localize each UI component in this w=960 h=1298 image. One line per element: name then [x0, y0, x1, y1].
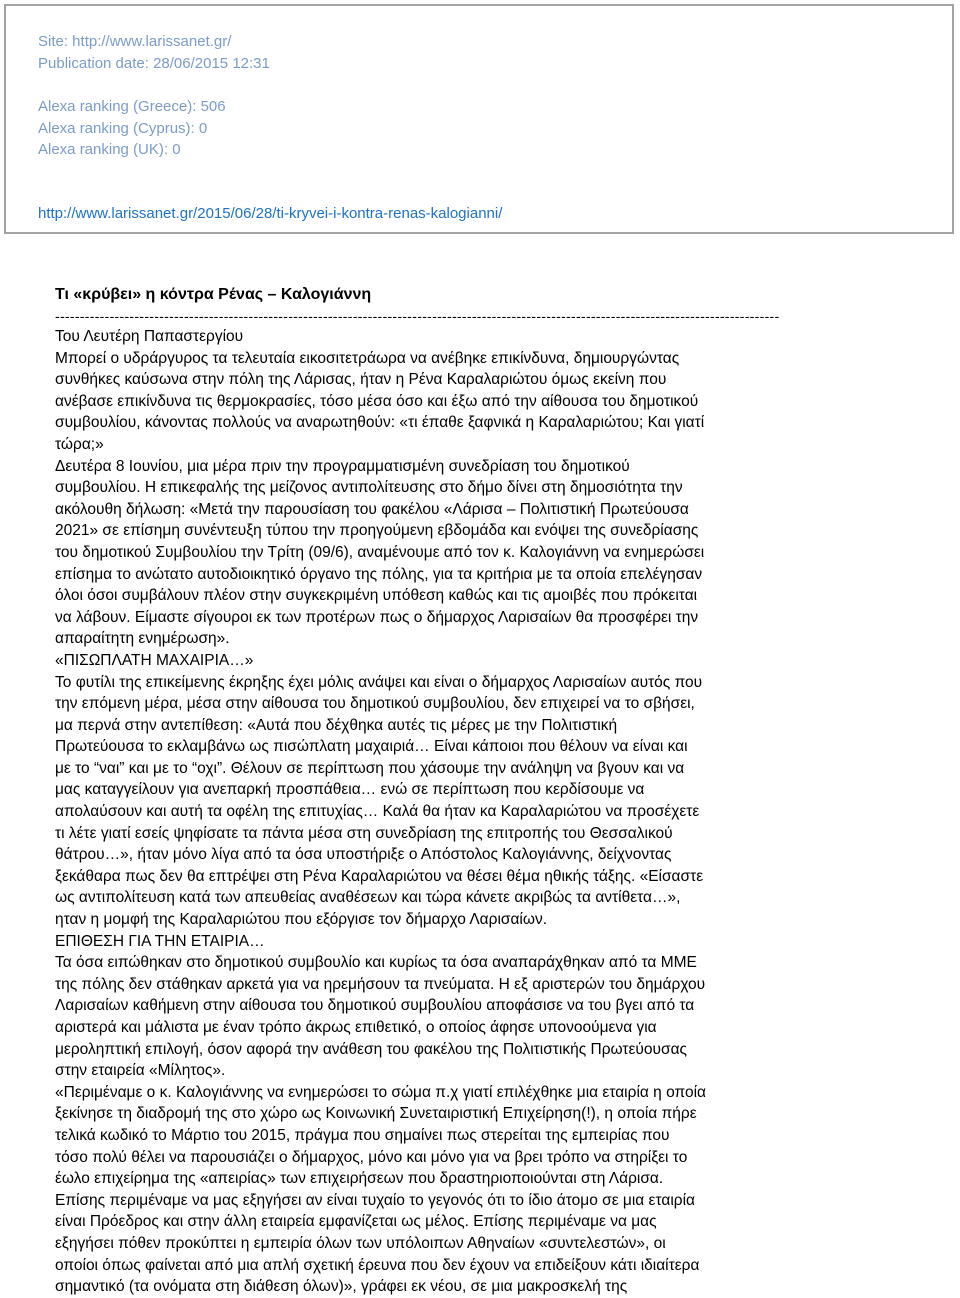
- metadata-box: [4, 4, 954, 234]
- alexa-greece-line: Alexa ranking (Greece): 506: [38, 98, 226, 115]
- publication-date-line: Publication date: 28/06/2015 12:31: [38, 55, 270, 72]
- article: [55, 284, 900, 1298]
- article-body: Του Λευτέρη Παπαστεργίου Μπορεί ο υδράργυρος τα τελευταία εικοσιτετράωρα να ανέβηκε επικίνδυνα, δημιουργώντας συνθήκες καύσωνα στην πόλη της Λάρισας, ήταν η Ρένα Καραλαριώτου όμως εκείνη που ανέβασε επικίνδυνα τις θερμοκρασίες, τόσο μέσα όσο και έξω από την αίθουσα του δημοτικού συμβουλίου, κάνοντας πολλούς να αναρωτηθούν: «τι έπαθε ξαφνικά η Καραλαριώτου; Και γιατί τώρα;» Δευτέρα 8 Ιουνίου, μια μέρα πριν την προγραμματισμένη συνεδρίαση του δημοτικού συμβουλίου. Η επικεφαλής της μείζονος αντιπολίτευσης στο δήμο δίνει στη δημοσιότητα την ακόλουθη δήλωση: «Μετά την παρουσίαση του φακέλου «Λάρισα – Πολιτιστική Πρωτεύουσα 2021» σε επίσημη συνέντευξη τύπου την προηγούμενη εβδομάδα και ενόψει της συνεδρίασης του δημοτικού Συμβουλίου την Τρίτη (09/6), αναμένουμε από τον κ. Καλογιάννη να ενημερώσει επίσημα το ανώτατο αυτοδιοικητικό όργανο της πόλης, για τα κριτήρια με τα οποία επελέγησαν όλοι όσοι συμβάλουν πλέον στην συγκεκριμένη υπόθεση καθώς και τις αμοιβές που πρόκειται να λάβουν. Είμαστε σίγουροι εκ των προτέρων πως ο δήμαρχος Λαρισαίων θα προσφέρει την απαραίτητη ενημέρωση». «ΠΙΣΩΠΛΑΤΗ ΜΑΧΑΙΡΙΑ…» Το φυτίλι της επικείμενης έκρηξης έχει μόλις ανάψει και είναι ο δήμαρχος Λαρισαίων αυτός που την επόμενη μέρα, μέσα στην αίθουσα του δημοτικού συμβουλίου, δεν επιχειρεί να το σβήσει, μα περνά στην αντεπίθεση: «Αυτά που δέχθηκα αυτές τις μέρες με την Πολιτιστική Πρωτεύουσα το εκλαμβάνω ως πισώπλατη μαχαιριά… Είναι κάποιοι που θέλουν να είναι και με το “ναι” και με το “οχι”. Θέλουν σε περίπτωση που χάσουμε την ανάληψη να βγουν και να μας καταγγείλουν για ανεπαρκή προσπάθεια… ενώ σε περίπτωση που κερδίσουμε να απολαύσουν και αυτή τα οφέλη της επιτυχίας… Καλά θα ήταν κα Καραλαριώτου να προσέχετε τι λέτε γιατί εσείς ψηφίσατε τα πάντα μέσα στη συνεδρίαση της επιτροπής του Θεσσαλικού θάτρου…», ήταν μόνο λίγα από τα όσα υποστήριξε ο Απόστολος Καλογιάννης, δείχνοντας ξεκάθαρα πως δεν θα επτρέψει στη Ρένα Καραλαριώτου να θέσει θέμα ηθικής τάξης. «Είσαστε ως αντιπολίτευση κατά των απευθείας αναθέσεων και τώρα κάνετε ακριβώς τα αντίθετα…», ηταν η μομφή της Καραλαριώτου που εξόργισε τον δήμαρχο Λαρισαίων. ΕΠΙΘΕΣΗ ΓΙΑ ΤΗΝ ΕΤΑΙΡΙΑ… Τα όσα ειπώθηκαν στο δημοτικού συμβουλίο και κυρίως τα όσα αναπαράχθηκαν από τα ΜΜΕ της πόλης δεν στάθηκαν αρκετά για να ηρεμήσουν τα πνεύματα. Η εξ αριστερών του δημάρχου Λαρισαίων καθήμενη στην αίθουσα του δημοτικού συμβουλίου αποφάσισε να του βγει από τα αριστερά και μάλιστα με έναν τρόπο άκρως επιθετικό, ο οποίος άφησε υπονοούμενα για μεροληπτική επιλογή, όσον αφορά την ανάθεση του φακέλου της Πολιτιστικής Πρωτεύουσας στην εταιρεία «Μίλητος». «Περιμέναμε ο κ. Καλογιάννης να ενημερώσει το σώμα π.χ γιατί επιλέχθηκε μια εταιρία η οποία ξεκίνησε τη διαδρομή της στο χώρο ως Κοινωνική Συνεταιριστική Επιχείρηση(!), η οποία πήρε τελικά κωδικό το Μάρτιο του 2015, πράγμα που σημαίνει πως στερείται της εμπειρίας που τόσο πολύ θέλει να παρουσιάζει ο δήμαρχος, μόνο και μόνο για να βρει τρόπο να στηρίξει το έωλο επιχείρημα της «απειρίας» των επιχειρήσεων που δραστηριοποιούνται στη Λάρισα. Επίσης περιμέναμε να μας εξηγήσει αν είναι τυχαίο το γεγονός ότι το ίδιο άτομο σε μια εταιρία είναι Πρόεδρος και στην άλλη εταιρεία εμφανίζεται ως μέλος. Επίσης περιμέναμε να μας εξηγήσει πόθεν προκύπτει η εμπειρία όλων των υπόλοιπων Αθηναίων «συντελεστών», οι οποίοι όπως φαίνεται από μια απλή σχετική έρευνα που δεν έχουν να επιδείξουν κάτι ιδιαίτερα σημαντικό (τα ονόματα στη διάθεση όλων)», γράφει εκ νέου, σε μια μακροσκελή της: [55, 328, 706, 1296]
- article-title: Τι «κρύβει» η κόντρα Ρένας – Καλογιάννη: [55, 286, 372, 303]
- article-url-link[interactable]: http://www.larissanet.gr/2015/06/28/ti-kryvei-i-kontra-renas-kalogianni/: [38, 205, 503, 222]
- separator-line: --------------------------------------------------------------------------------------------------------------------------------------------------: [55, 308, 780, 324]
- alexa-uk-line: Alexa ranking (UK): 0: [38, 141, 181, 158]
- alexa-cyprus-line: Alexa ranking (Cyprus): 0: [38, 120, 208, 137]
- site-line: Site: http://www.larissanet.gr/: [38, 33, 232, 50]
